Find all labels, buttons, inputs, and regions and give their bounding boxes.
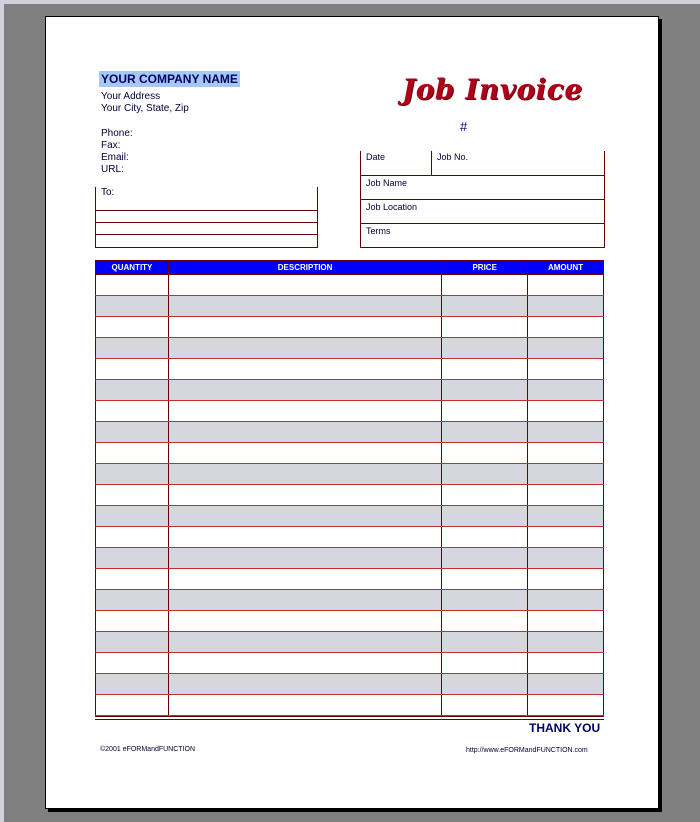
quantity-cell[interactable] bbox=[96, 464, 169, 485]
date-divider bbox=[431, 151, 432, 175]
job-line-2 bbox=[361, 199, 604, 200]
description-cell[interactable] bbox=[168, 296, 441, 317]
job-no-label[interactable]: Job No. bbox=[437, 152, 469, 162]
quantity-cell[interactable] bbox=[96, 611, 169, 632]
price-cell[interactable] bbox=[442, 590, 528, 611]
description-cell[interactable] bbox=[168, 275, 441, 296]
amount-cell[interactable] bbox=[528, 590, 604, 611]
footer-url[interactable]: http://www.eFORMandFUNCTION.com bbox=[466, 747, 588, 754]
job-name-label[interactable]: Job Name bbox=[366, 178, 408, 188]
phone-label: Phone: bbox=[101, 128, 133, 139]
table-row bbox=[96, 317, 604, 338]
amount-cell[interactable] bbox=[528, 464, 604, 485]
description-cell[interactable] bbox=[168, 632, 441, 653]
amount-cell[interactable] bbox=[528, 380, 604, 401]
amount-cell[interactable] bbox=[528, 611, 604, 632]
amount-cell[interactable] bbox=[528, 695, 604, 716]
price-cell[interactable] bbox=[442, 674, 528, 695]
amount-cell[interactable] bbox=[528, 296, 604, 317]
to-line-1 bbox=[96, 210, 317, 211]
table-row bbox=[96, 338, 604, 359]
table-row bbox=[96, 590, 604, 611]
table-row bbox=[96, 296, 604, 317]
amount-cell[interactable] bbox=[528, 317, 604, 338]
quantity-cell[interactable] bbox=[96, 443, 169, 464]
price-cell[interactable] bbox=[442, 443, 528, 464]
company-city: Your City, State, Zip bbox=[101, 103, 189, 114]
quantity-cell[interactable] bbox=[96, 506, 169, 527]
amount-cell[interactable] bbox=[528, 632, 604, 653]
price-cell[interactable] bbox=[442, 401, 528, 422]
amount-cell[interactable] bbox=[528, 443, 604, 464]
amount-cell[interactable] bbox=[528, 674, 604, 695]
description-cell[interactable] bbox=[168, 443, 441, 464]
amount-cell[interactable] bbox=[528, 548, 604, 569]
fax-label: Fax: bbox=[101, 140, 121, 151]
price-cell[interactable] bbox=[442, 653, 528, 674]
description-cell[interactable] bbox=[168, 506, 441, 527]
amount-cell[interactable] bbox=[528, 527, 604, 548]
price-cell[interactable] bbox=[442, 548, 528, 569]
header-quantity: QUANTITY bbox=[96, 261, 169, 275]
price-cell[interactable] bbox=[442, 506, 528, 527]
amount-cell[interactable] bbox=[528, 569, 604, 590]
header-price: PRICE bbox=[442, 261, 528, 275]
invoice-page bbox=[45, 16, 659, 809]
quantity-cell[interactable] bbox=[96, 527, 169, 548]
job-line-1 bbox=[361, 175, 604, 176]
table-body bbox=[96, 275, 604, 716]
amount-cell[interactable] bbox=[528, 422, 604, 443]
price-cell[interactable] bbox=[442, 338, 528, 359]
table-row bbox=[96, 695, 604, 716]
company-address: Your Address bbox=[101, 91, 161, 102]
amount-cell[interactable] bbox=[528, 275, 604, 296]
to-label: To: bbox=[101, 187, 115, 198]
line-items-table bbox=[95, 260, 604, 716]
header-amount: AMOUNT bbox=[528, 261, 604, 275]
description-cell[interactable] bbox=[168, 485, 441, 506]
table-row bbox=[96, 422, 604, 443]
job-location-label[interactable]: Job Location bbox=[366, 202, 418, 212]
amount-cell[interactable] bbox=[528, 485, 604, 506]
quantity-cell[interactable] bbox=[96, 674, 169, 695]
price-cell[interactable] bbox=[442, 611, 528, 632]
url-label: URL: bbox=[101, 164, 124, 175]
quantity-cell[interactable] bbox=[96, 401, 169, 422]
table-row bbox=[96, 464, 604, 485]
company-name[interactable]: YOUR COMPANY NAME bbox=[101, 72, 238, 86]
table-row bbox=[96, 485, 604, 506]
table-row bbox=[96, 653, 604, 674]
price-cell[interactable] bbox=[442, 380, 528, 401]
price-cell[interactable] bbox=[442, 317, 528, 338]
quantity-cell[interactable] bbox=[96, 296, 169, 317]
bill-to-box[interactable] bbox=[95, 187, 318, 248]
amount-cell[interactable] bbox=[528, 506, 604, 527]
double-rule-top bbox=[95, 716, 604, 717]
table-row bbox=[96, 569, 604, 590]
price-cell[interactable] bbox=[442, 569, 528, 590]
top-strip bbox=[0, 0, 700, 4]
table-row bbox=[96, 527, 604, 548]
description-cell[interactable] bbox=[168, 590, 441, 611]
quantity-cell[interactable] bbox=[96, 548, 169, 569]
description-cell[interactable] bbox=[168, 695, 441, 716]
description-cell[interactable] bbox=[168, 359, 441, 380]
quantity-cell[interactable] bbox=[96, 695, 169, 716]
description-cell[interactable] bbox=[168, 422, 441, 443]
description-cell[interactable] bbox=[168, 464, 441, 485]
table-row bbox=[96, 674, 604, 695]
price-cell[interactable] bbox=[442, 296, 528, 317]
job-info-box bbox=[360, 151, 605, 248]
table-row bbox=[96, 632, 604, 653]
table-row bbox=[96, 359, 604, 380]
description-cell[interactable] bbox=[168, 548, 441, 569]
thank-you-text: THANK YOU bbox=[529, 721, 601, 735]
description-cell[interactable] bbox=[168, 674, 441, 695]
price-cell[interactable] bbox=[442, 464, 528, 485]
price-cell[interactable] bbox=[442, 422, 528, 443]
table-row bbox=[96, 380, 604, 401]
quantity-cell[interactable] bbox=[96, 380, 169, 401]
quantity-cell[interactable] bbox=[96, 317, 169, 338]
price-cell[interactable] bbox=[442, 485, 528, 506]
amount-cell[interactable] bbox=[528, 338, 604, 359]
quantity-cell[interactable] bbox=[96, 569, 169, 590]
table-row bbox=[96, 548, 604, 569]
price-cell[interactable] bbox=[442, 695, 528, 716]
amount-cell[interactable] bbox=[528, 359, 604, 380]
quantity-cell[interactable] bbox=[96, 338, 169, 359]
description-cell[interactable] bbox=[168, 569, 441, 590]
quantity-cell[interactable] bbox=[96, 590, 169, 611]
invoice-number-symbol: # bbox=[460, 119, 468, 134]
email-label: Email: bbox=[101, 152, 129, 163]
price-cell[interactable] bbox=[442, 359, 528, 380]
quantity-cell[interactable] bbox=[96, 632, 169, 653]
to-line-3 bbox=[96, 234, 317, 235]
table-row bbox=[96, 506, 604, 527]
description-cell[interactable] bbox=[168, 401, 441, 422]
job-line-3 bbox=[361, 223, 604, 224]
description-cell[interactable] bbox=[168, 527, 441, 548]
amount-cell[interactable] bbox=[528, 653, 604, 674]
double-rule-bottom bbox=[95, 719, 604, 720]
description-cell[interactable] bbox=[168, 317, 441, 338]
table-row bbox=[96, 443, 604, 464]
left-strip bbox=[0, 0, 4, 822]
price-cell[interactable] bbox=[442, 632, 528, 653]
quantity-cell[interactable] bbox=[96, 653, 169, 674]
description-cell[interactable] bbox=[168, 653, 441, 674]
price-cell[interactable] bbox=[442, 527, 528, 548]
table-row bbox=[96, 401, 604, 422]
quantity-cell[interactable] bbox=[96, 275, 169, 296]
table-row bbox=[96, 611, 604, 632]
table-header-row bbox=[96, 261, 604, 275]
invoice-title: Job Invoice bbox=[402, 73, 583, 106]
amount-cell[interactable] bbox=[528, 401, 604, 422]
description-cell[interactable] bbox=[168, 338, 441, 359]
copyright-text: ©2001 eFORMandFUNCTION bbox=[100, 746, 196, 753]
quantity-cell[interactable] bbox=[96, 359, 169, 380]
description-cell[interactable] bbox=[168, 380, 441, 401]
terms-label[interactable]: Terms bbox=[366, 226, 391, 236]
price-cell[interactable] bbox=[442, 275, 528, 296]
header-description: DESCRIPTION bbox=[168, 261, 441, 275]
table-row bbox=[96, 275, 604, 296]
description-cell[interactable] bbox=[168, 611, 441, 632]
date-label[interactable]: Date bbox=[366, 152, 386, 162]
quantity-cell[interactable] bbox=[96, 485, 169, 506]
to-line-2 bbox=[96, 222, 317, 223]
quantity-cell[interactable] bbox=[96, 422, 169, 443]
